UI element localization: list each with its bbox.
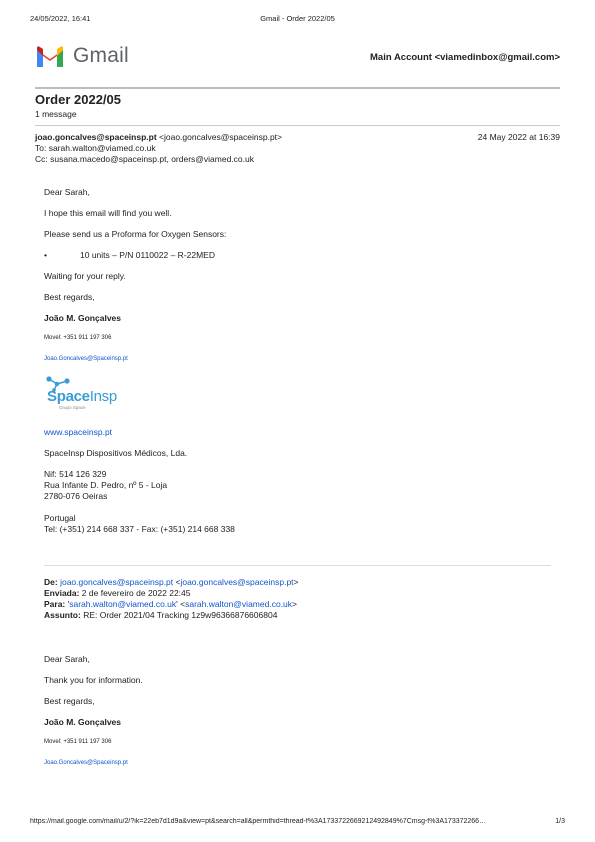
order-bullet <box>44 250 215 260</box>
message-to: To: sarah.walton@viamed.co.uk <box>35 143 156 153</box>
account-label: Main Account <viamedinbox@gmail.com> <box>370 52 560 63</box>
gmail-logo <box>35 44 129 68</box>
header-divider <box>35 87 560 89</box>
quoted-from-link-2[interactable]: joao.goncalves@spaceinsp.pt <box>180 577 294 587</box>
quoted-signature-name: João M. Gonçalves <box>44 717 121 727</box>
message-from <box>35 132 282 142</box>
quoted-signature-email-link[interactable]: Joao.Goncalves@Spaceinsp.pt <box>44 760 128 766</box>
body-line: Waiting for your reply. <box>44 271 126 281</box>
body-line: Please send us a Proforma for Oxygen Sensors: <box>44 229 227 239</box>
company-street: Rua Infante D. Pedro, nº 5 - Loja <box>44 480 168 490</box>
gmail-m-icon <box>35 45 65 68</box>
page-url: https://mail.google.com/mail/u/2/?ik=22eb7d1d9a&view=pt&search=all&permthid=thread-f%3A1733722669212492849%7Cmsg-f%3A173372266… <box>30 818 487 825</box>
company-nif: Nif: 514 126 329 <box>44 469 107 479</box>
company-name: SpaceInsp Dispositivos Médicos, Lda. <box>44 448 188 458</box>
print-datetime: 24/05/2022, 16:41 <box>30 14 91 23</box>
message-date: 24 May 2022 at 16:39 <box>477 132 560 142</box>
order-line: 10 units – P/N 0110022 – R-22MED <box>80 250 215 260</box>
page-number: 1/3 <box>555 818 565 825</box>
print-title: Gmail - Order 2022/05 <box>260 14 335 23</box>
quoted-closing: Best regards, <box>44 696 95 706</box>
message-cc: Cc: susana.macedo@spaceinsp.pt, orders@viamed.co.uk <box>35 154 254 164</box>
body-line: I hope this email will find you well. <box>44 208 172 218</box>
message-count: 1 message <box>35 109 77 119</box>
thread-subject: Order 2022/05 <box>35 92 122 107</box>
quoted-to-link[interactable]: sarah.walton@viamed.co.uk <box>69 599 177 609</box>
quoted-from: De: joao.goncalves@spaceinsp.pt <joao.goncalves@spaceinsp.pt> <box>44 577 299 587</box>
sender-name: joao.goncalves@spaceinsp.pt <box>35 132 157 142</box>
quoted-greeting: Dear Sarah, <box>44 654 90 664</box>
quoted-to-link-2[interactable]: sarah.walton@viamed.co.uk <box>185 599 293 609</box>
website-link[interactable]: www.spaceinsp.pt <box>44 427 113 437</box>
company-country: Portugal <box>44 513 76 523</box>
spaceinsp-wordmark: SpaceInsp <box>47 388 117 405</box>
bullet-mark: • <box>44 250 47 260</box>
closing: Best regards, <box>44 292 95 302</box>
quoted-signature-mobile: Movel: +351 911 197 306 <box>44 739 112 745</box>
sender-address: <joao.goncalves@spaceinsp.pt> <box>156 132 283 142</box>
signature-name: João M. Gonçalves <box>44 313 121 323</box>
quoted-from-link[interactable]: joao.goncalves@spaceinsp.pt <box>60 577 174 587</box>
spaceinsp-logo <box>45 376 117 410</box>
company-city: 2780-076 Oeiras <box>44 491 108 501</box>
greeting: Dear Sarah, <box>44 187 90 197</box>
message-divider <box>35 125 560 126</box>
spaceinsp-subtitle: Grupo Space <box>59 405 86 410</box>
quoted-body-line: Thank you for information. <box>44 675 143 685</box>
quoted-to: Para: 'sarah.walton@viamed.co.uk' <sarah.walton@viamed.co.uk> <box>44 599 297 609</box>
gmail-wordmark: Gmail <box>73 44 129 67</box>
quote-divider <box>44 565 551 566</box>
signature-mobile: Movel: +351 911 197 306 <box>44 335 112 341</box>
quoted-subject: Assunto: RE: Order 2021/04 Tracking 1z9w96366876606804 <box>44 610 278 620</box>
quoted-sent: Enviada: 2 de fevereiro de 2022 22:45 <box>44 588 191 598</box>
company-phones: Tel: (+351) 214 668 337 - Fax: (+351) 214 668 338 <box>44 524 235 534</box>
signature-email-link[interactable]: Joao.Goncalves@Spaceinsp.pt <box>44 356 128 362</box>
